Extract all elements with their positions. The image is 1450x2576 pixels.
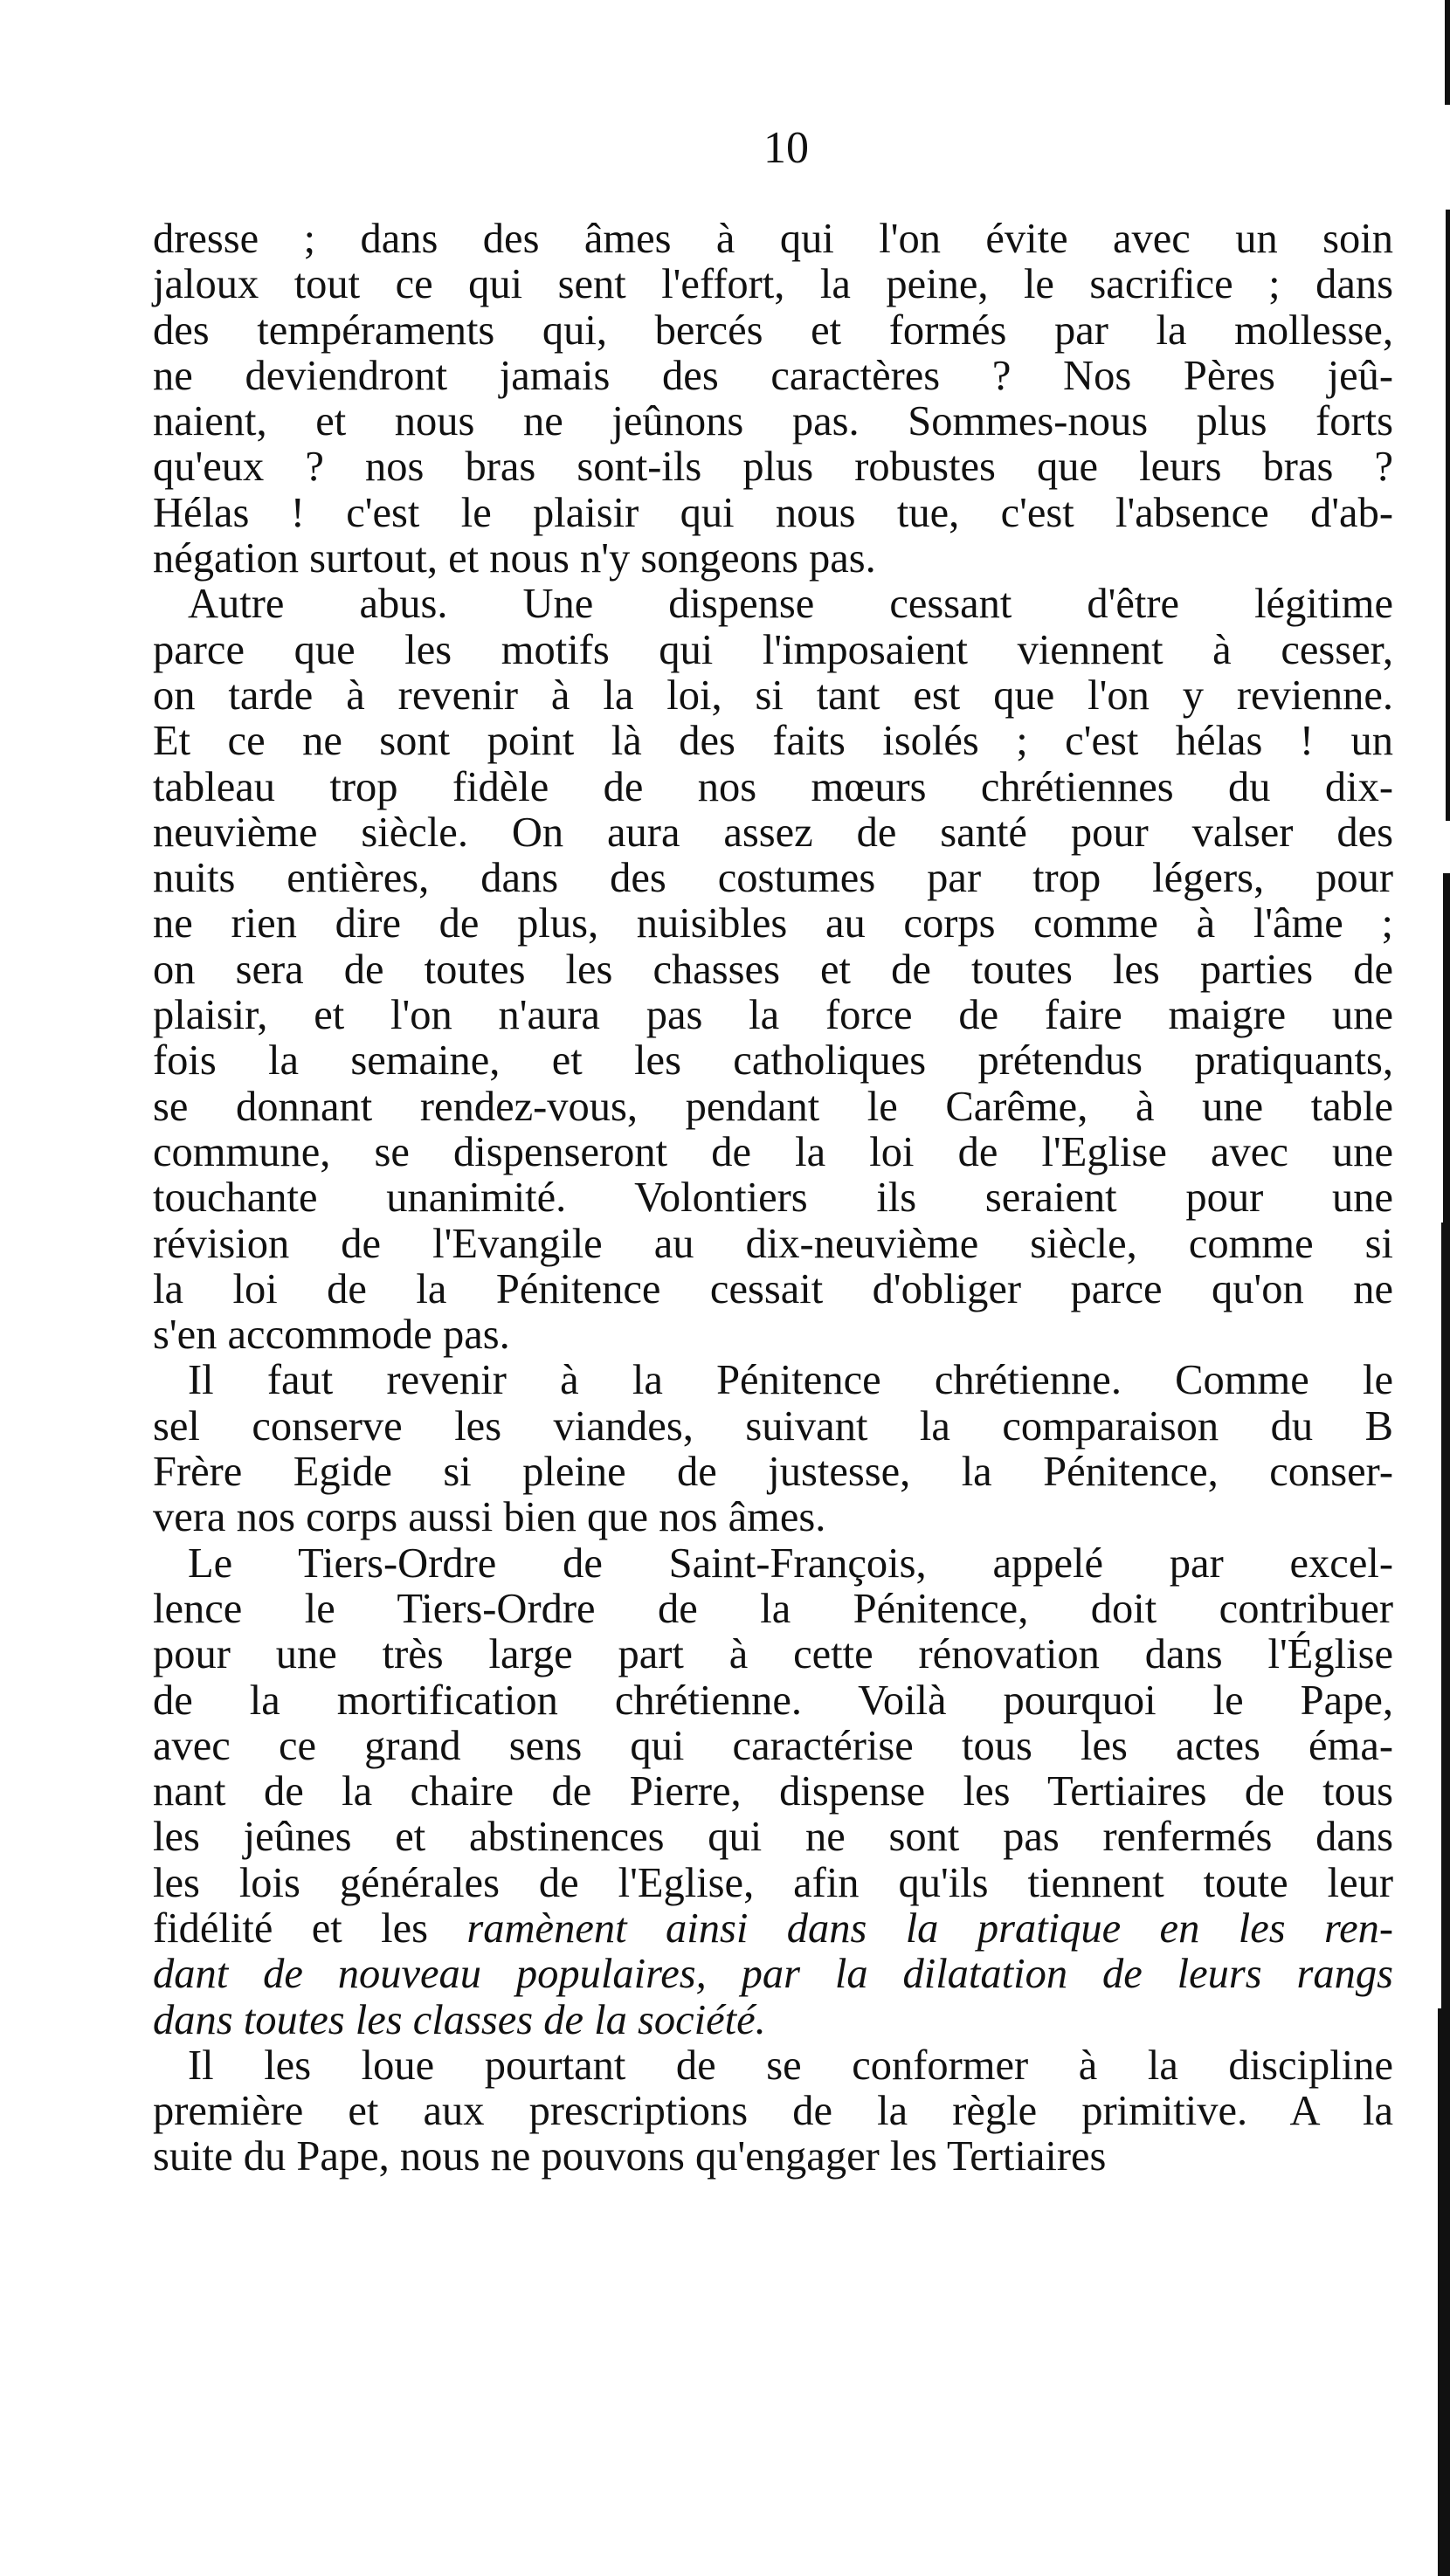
text-line: dresse ; dans des âmes à qui l'on évite avec un soin [153, 216, 1393, 262]
text-line: jaloux tout ce qui sent l'effort, la peine, le sacrifice ; dans [153, 261, 1393, 308]
text-line: Il faut revenir à la Pénitence chrétienne. Comme le [188, 1357, 1393, 1404]
text-line: pour une très large part à cette rénovation dans l'Église [153, 1631, 1393, 1678]
text-line: sel conserve les viandes, suivant la comparaison du B [153, 1402, 1393, 1450]
paragraph-1 [153, 217, 1393, 582]
paragraph-3 [153, 1358, 1393, 1540]
text-line: on sera de toutes les chasses et de toutes les parties de [153, 946, 1393, 993]
text-line: négation surtout, et nous n'y songeons pas. [153, 535, 876, 582]
text-line: se donnant rendez-vous, pendant le Carême, à une table [153, 1083, 1393, 1130]
text-line: nant de la chaire de Pierre, dispense les Tertiaires de tous [153, 1768, 1393, 1815]
text-line: Hélas ! c'est le plaisir qui nous tue, c'est l'absence d'ab- [153, 489, 1393, 536]
text-line-italic: dant de nouveau populaires, par la dilatation de leurs rangs [153, 1951, 1393, 1998]
paragraph-5 [153, 2043, 1393, 2180]
text-line: ne rien dire de plus, nuisibles au corps comme à l'âme ; [153, 900, 1393, 947]
text-line: ne deviendront jamais des caractères ? Nos Pères jeû- [153, 352, 1393, 399]
page-edge-shadow [1427, 0, 1450, 2576]
text-line: lence le Tiers-Ordre de la Pénitence, doit contribuer [153, 1585, 1393, 1632]
text-line: naient, et nous ne jeûnons pas. Sommes-nous plus forts [153, 398, 1393, 445]
text-line: avec ce grand sens qui caractérise tous les actes éma- [153, 1722, 1393, 1769]
text-line: vera nos corps aussi bien que nos âmes. [153, 1494, 826, 1541]
text-line: fois la semaine, et les catholiques prétendus pratiquants, [153, 1037, 1393, 1085]
text-line: on tarde à revenir à la loi, si tant est que l'on y revienne. [153, 672, 1393, 719]
body-text [153, 217, 1393, 2180]
roman-text: fidélité et les [153, 1904, 467, 1952]
text-line: des tempéraments qui, bercés et formés par la mollesse, [153, 307, 1393, 354]
text-line: commune, se dispenseront de la loi de l'Eglise avec une [153, 1128, 1393, 1175]
text-line: plaisir, et l'on n'aura pas la force de faire maigre une [153, 992, 1393, 1039]
text-line: de la mortification chrétienne. Voilà pourquoi le Pape, [153, 1677, 1393, 1724]
text-line: Autre abus. Une dispense cessant d'être légitime [188, 581, 1393, 628]
paragraph-4 [153, 1541, 1393, 2043]
text-line-mixed [153, 1906, 1393, 1952]
text-line: nuits entières, dans des costumes par trop légers, pour [153, 855, 1393, 902]
text-line: les lois générales de l'Eglise, afin qu'ils tiennent toute leur [153, 1859, 1393, 1906]
text-line: Il les loue pourtant de se conformer à la discipline [188, 2042, 1393, 2089]
text-line: première et aux prescriptions de la règle primitive. A la [153, 2088, 1393, 2135]
text-line: tableau trop fidèle de nos mœurs chrétiennes du dix- [153, 763, 1393, 810]
text-line: parce que les motifs qui l'imposaient viennent à cesser, [153, 626, 1393, 673]
italic-text: ramènent ainsi dans la pratique en les ren- [466, 1904, 1393, 1952]
page-number: 10 [763, 123, 809, 173]
text-line: neuvième siècle. On aura assez de santé pour valser des [153, 809, 1393, 856]
text-line: s'en accommode pas. [153, 1312, 510, 1359]
text-line: touchante unanimité. Volontiers ils seraient pour une [153, 1174, 1393, 1222]
text-line: qu'eux ? nos bras sont-ils plus robustes que leurs bras ? [153, 444, 1393, 491]
text-line-italic: dans toutes les classes de la société. [153, 1996, 766, 2043]
paragraph-2 [153, 582, 1393, 1358]
text-line: révision de l'Evangile au dix-neuvième siècle, comme si [153, 1220, 1393, 1267]
text-line: Le Tiers-Ordre de Saint-François, appelé par excel- [188, 1539, 1393, 1587]
text-line: Et ce ne sont point là des faits isolés ; c'est hélas ! un [153, 718, 1393, 765]
text-line: Frère Egide si pleine de justesse, la Pénitence, conser- [153, 1449, 1393, 1496]
text-line: les jeûnes et abstinences qui ne sont pas renfermés dans [153, 1814, 1393, 1861]
text-line: suite du Pape, nous ne pouvons qu'engager les Tertiaires [153, 2133, 1107, 2180]
text-line: la loi de la Pénitence cessait d'obliger parce qu'on ne [153, 1265, 1393, 1312]
